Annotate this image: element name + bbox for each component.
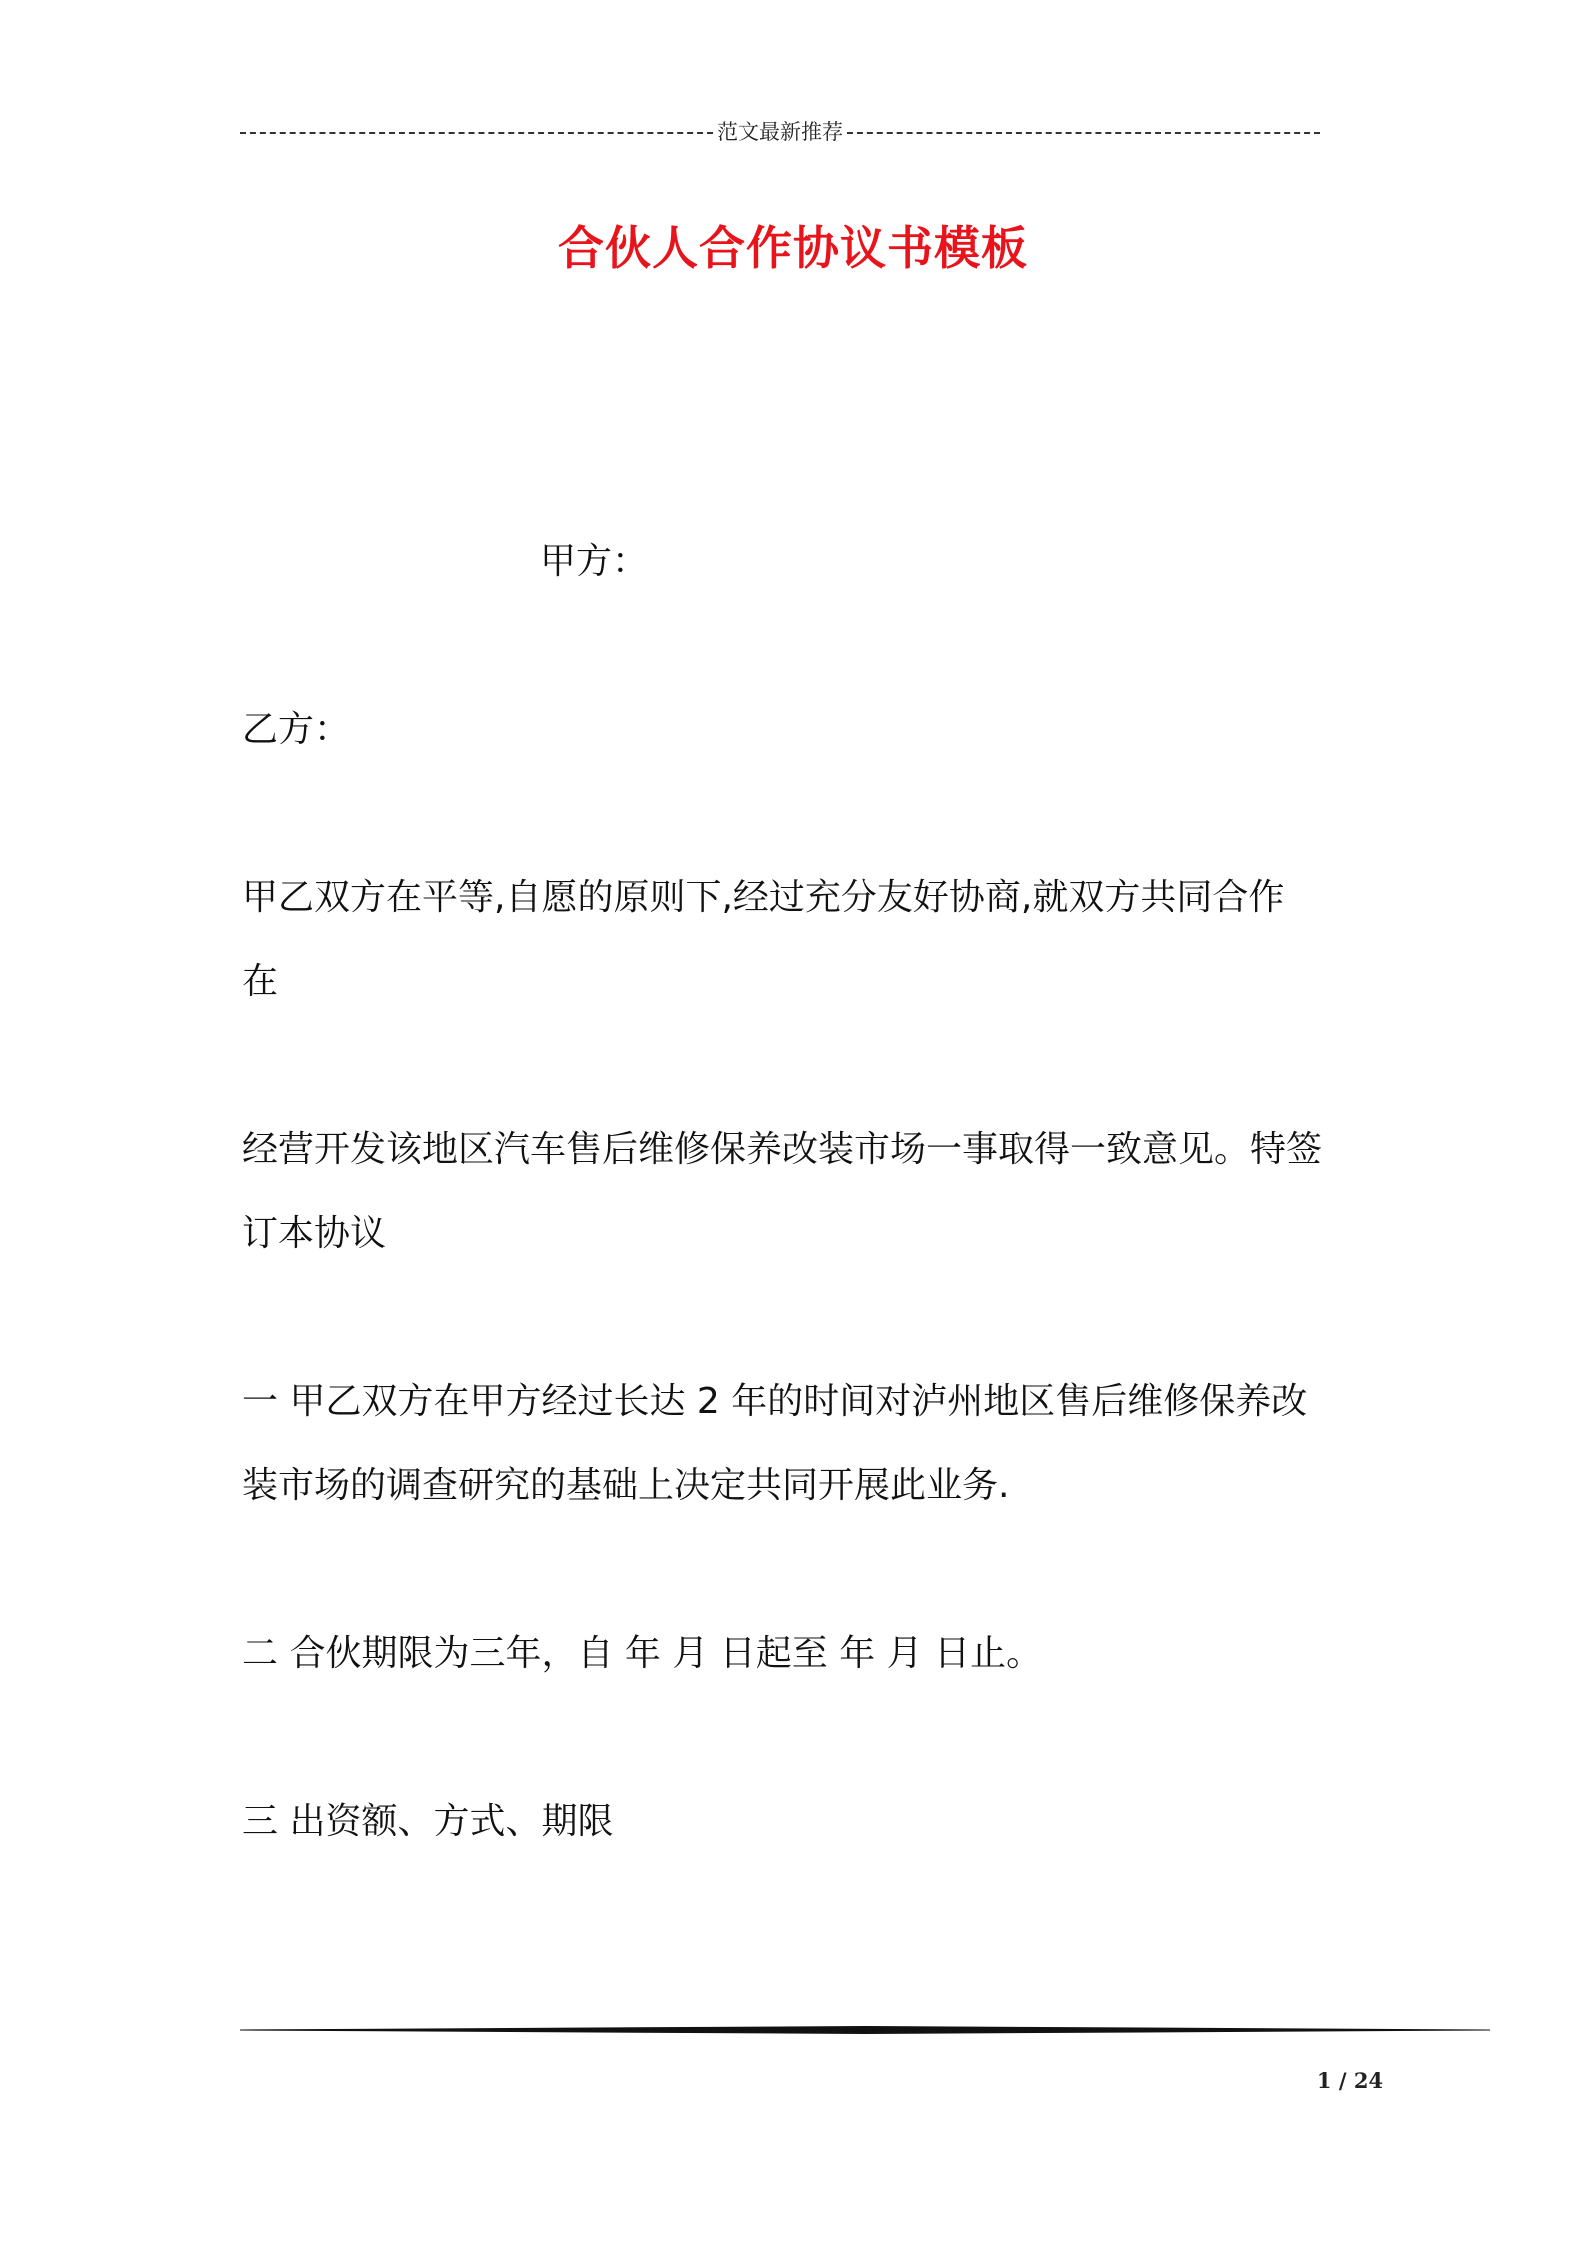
intro-line-2: 在 — [242, 961, 279, 1002]
clause-1-line-1: 一 甲乙双方在甲方经过长达 2 年的时间对泸州地区售后维修保养改 — [242, 1381, 1308, 1422]
clause-2: 二 合伙期限为三年，自 年 月 日起至 年 月 日止。 — [242, 1633, 1043, 1674]
header-dash-left — [240, 132, 713, 134]
footer-rule — [240, 2026, 1490, 2034]
page-number: 1 / 24 — [1316, 2068, 1384, 2093]
clause-1-line-2: 装市场的调查研究的基础上决定共同开展此业务. — [242, 1465, 1010, 1506]
intro2-line-1: 经营开发该地区汽车售后维修保养改装市场一事取得一致意见。特签 — [242, 1129, 1323, 1170]
header-dash-right — [847, 132, 1320, 134]
header-label: 范文最新推荐 — [717, 120, 843, 144]
intro2-line-2: 订本协议 — [242, 1213, 387, 1254]
page-header — [240, 113, 1320, 149]
party-a-label: 甲方： — [540, 541, 649, 582]
document-title: 合伙人合作协议书模板 — [558, 221, 1028, 275]
clause-3: 三 出资额、方式、期限 — [242, 1801, 614, 1842]
intro-line-1: 甲乙双方在平等,自愿的原则下,经过充分友好协商,就双方共同合作 — [242, 877, 1285, 918]
party-b-label: 乙方： — [242, 709, 351, 750]
